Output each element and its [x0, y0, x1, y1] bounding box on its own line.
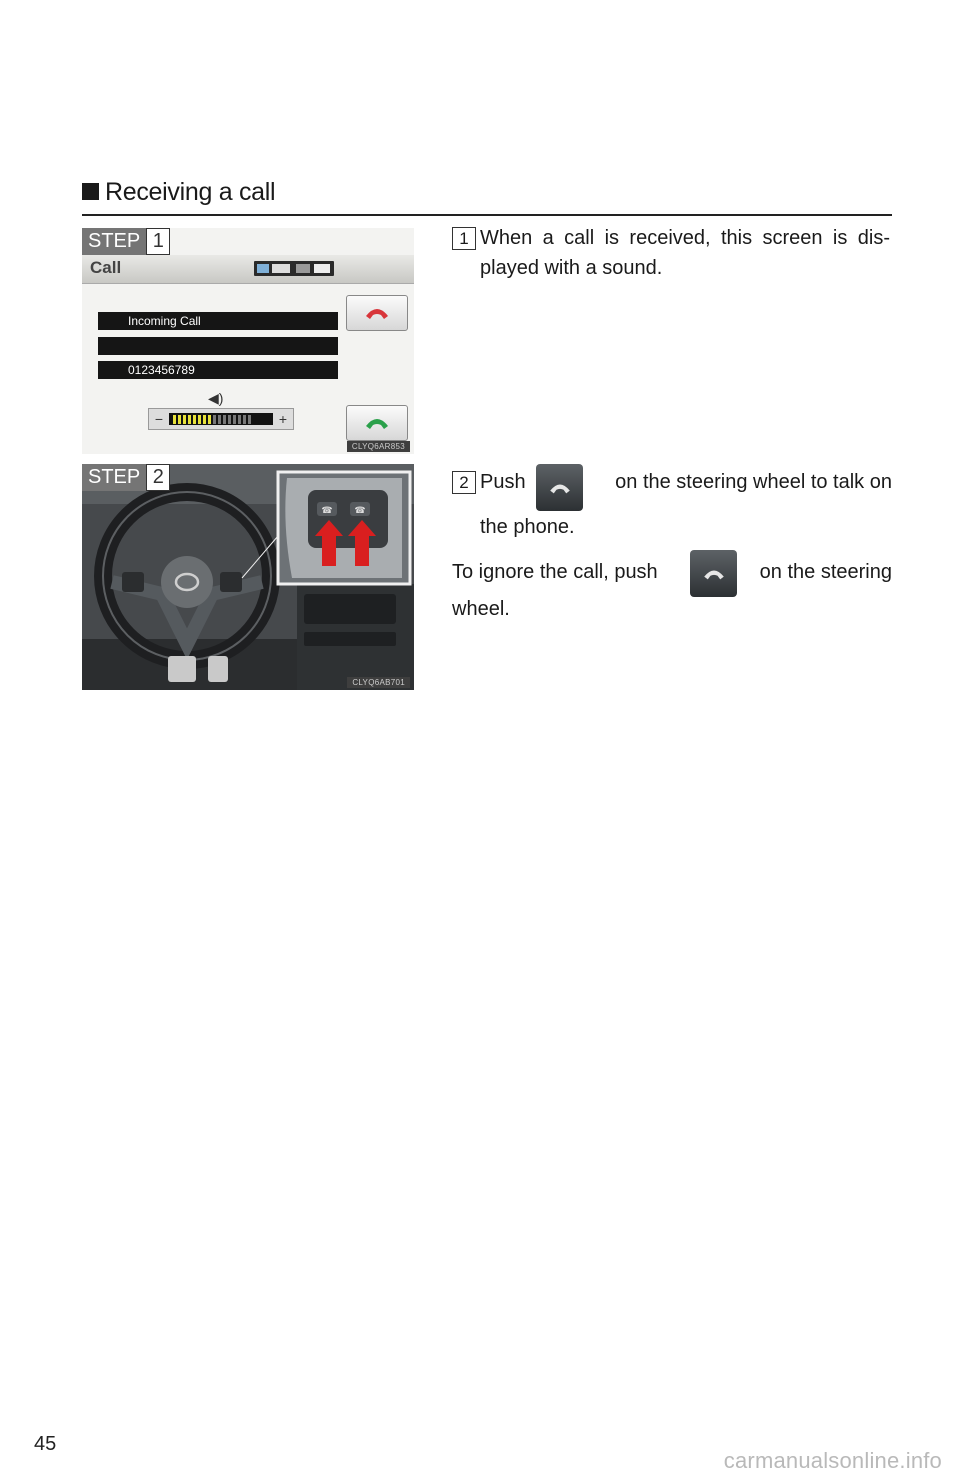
- ignore-text-before: To ignore the call, push: [452, 561, 658, 583]
- volume-tick: [223, 415, 226, 424]
- svg-text:☎: ☎: [354, 505, 366, 515]
- volume-tick: [228, 415, 231, 424]
- caller-number-bar: 0123456789: [98, 361, 338, 379]
- phone-icon: [547, 480, 573, 496]
- page-number: 45: [34, 1433, 57, 1455]
- step1-description: When a call is received, this screen is dis-played with a sound.: [480, 227, 890, 279]
- step2-number-box: 2: [452, 471, 476, 494]
- volume-tick: [193, 415, 196, 424]
- step-number: 2: [146, 464, 170, 491]
- step-number: 1: [146, 228, 170, 255]
- section-heading: [82, 178, 892, 216]
- volume-tick: [178, 415, 181, 424]
- answer-call-button[interactable]: [346, 405, 408, 441]
- steering-wheel-illustration: [82, 464, 414, 690]
- ignore-text-line2: wheel.: [452, 598, 510, 620]
- volume-down-button[interactable]: −: [154, 411, 164, 427]
- incoming-call-figure: [82, 228, 414, 454]
- answer-phone-icon: [363, 414, 391, 432]
- volume-tick: [198, 415, 201, 424]
- volume-meter: [169, 413, 273, 425]
- volume-tick: [248, 415, 251, 424]
- volume-tick: [238, 415, 241, 424]
- talk-button-icon: [536, 464, 583, 511]
- step1-number-box: 1: [452, 227, 476, 250]
- step2-text-line2: the phone.: [480, 516, 575, 538]
- phone-icon: [701, 566, 727, 582]
- steering-wheel-figure: [82, 464, 414, 690]
- volume-tick: [233, 415, 236, 424]
- volume-tick: [173, 415, 176, 424]
- volume-tick: [183, 415, 186, 424]
- status-indicators: [254, 261, 334, 276]
- ignore-button-icon: [690, 550, 737, 597]
- step1-text: [452, 223, 892, 283]
- decline-phone-icon: [363, 304, 391, 322]
- step2-text-after: on the steering wheel to talk on: [615, 471, 892, 493]
- figure-code: CLYQ6AR853: [347, 441, 410, 452]
- volume-up-button[interactable]: +: [278, 411, 288, 427]
- step-tag: [82, 228, 170, 255]
- volume-tick: [188, 415, 191, 424]
- step2-push-label: Push: [480, 471, 526, 493]
- step-tag: [82, 464, 170, 491]
- svg-text:☎: ☎: [321, 505, 333, 515]
- section-title: Receiving a call: [105, 178, 276, 206]
- volume-tick: [218, 415, 221, 424]
- figure-code: CLYQ6AB701: [347, 677, 410, 688]
- step-label: STEP: [82, 464, 146, 491]
- volume-tick: [208, 415, 211, 424]
- watermark: carmanualsonline.info: [723, 1448, 942, 1473]
- caller-name-bar: [98, 337, 338, 355]
- step-label: STEP: [82, 228, 146, 255]
- call-screen-title: Call: [90, 258, 122, 277]
- volume-control: [148, 408, 294, 430]
- ignore-text-after: on the steering: [759, 561, 892, 583]
- volume-tick: [243, 415, 246, 424]
- decline-call-button[interactable]: [346, 295, 408, 331]
- incoming-call-bar: Incoming Call: [98, 312, 338, 330]
- volume-tick: [213, 415, 216, 424]
- call-title-bar: [82, 255, 414, 284]
- speaker-icon: ◀): [208, 390, 224, 406]
- volume-tick: [203, 415, 206, 424]
- heading-square-bullet: [82, 183, 99, 200]
